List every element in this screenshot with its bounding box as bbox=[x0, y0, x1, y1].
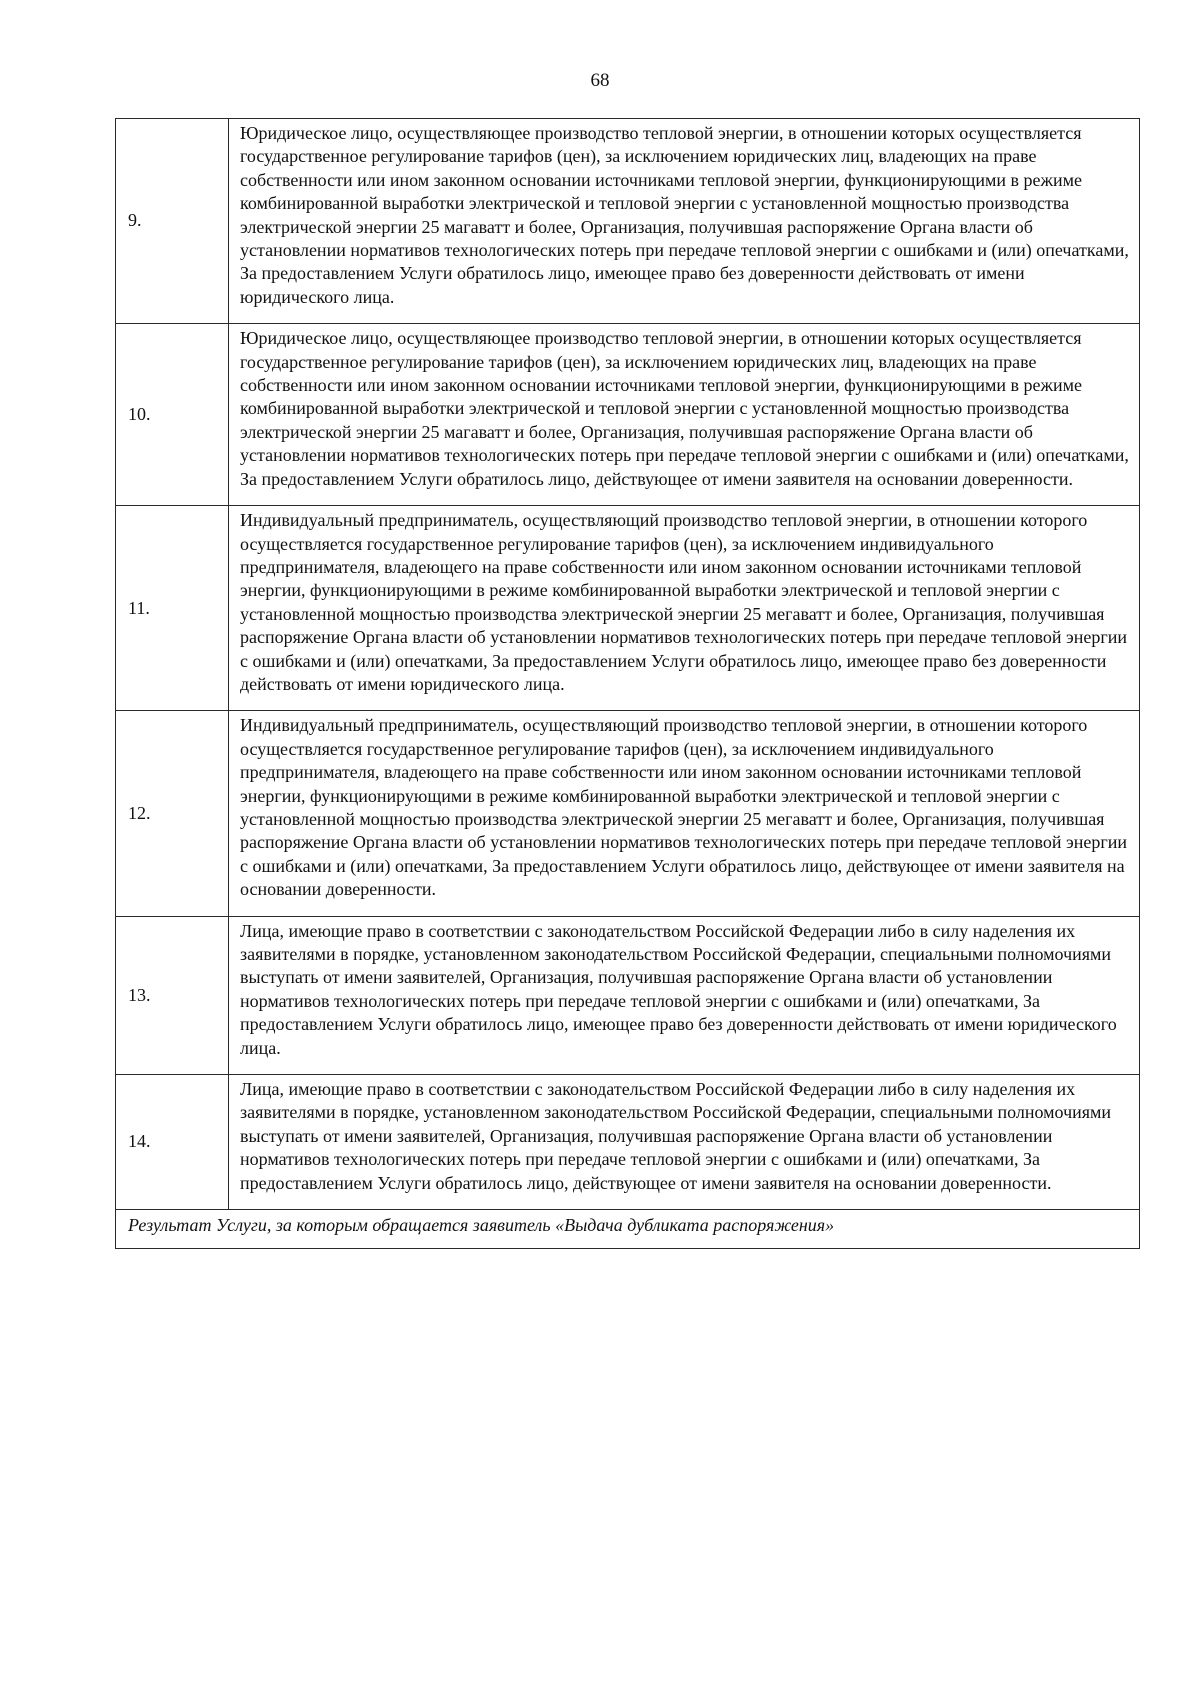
row-description: Индивидуальный предприниматель, осуществляющий производство тепловой энергии, в отношении которого осуществляется государственное регулирование тарифов (цен), за исключением индивидуального предпринимателя, владеющего на праве собственности или ином законном основании источниками тепловой энергии, функционирующими в режиме комбинированной выработки электрической и тепловой энергии с установленной мощностью производства электрической энергии 25 мегаватт и более, Организация, получившая распоряжение Органа власти об установлении нормативов технологических потерь при передаче тепловой энергии с ошибками и (или) опечатками, За предоставлением Услуги обратилось лицо, имеющее право без доверенности действовать от имени юридического лица. bbox=[229, 506, 1140, 711]
row-number: 14. bbox=[116, 1075, 229, 1210]
row-number: 10. bbox=[116, 324, 229, 506]
table-row bbox=[116, 916, 1140, 1074]
table-row bbox=[116, 506, 1140, 711]
row-description: Лица, имеющие право в соответствии с законодательством Российской Федерации либо в силу наделения их заявителями в порядке, установленном законодательством Российской Федерации, специальными полномочиями выступать от имени заявителей, Организация, получившая распоряжение Органа власти об установлении нормативов технологических потерь при передаче тепловой энергии с ошибками и (или) опечатками, За предоставлением Услуги обратилось лицо, действующее от имени заявителя на основании доверенности. bbox=[229, 1075, 1140, 1210]
row-number: 13. bbox=[116, 916, 229, 1074]
table-row bbox=[116, 1075, 1140, 1210]
row-number: 11. bbox=[116, 506, 229, 711]
document-table bbox=[115, 118, 1140, 1249]
row-number: 12. bbox=[116, 711, 229, 916]
table-row bbox=[116, 324, 1140, 506]
table-footer-row bbox=[116, 1210, 1140, 1249]
row-description: Юридическое лицо, осуществляющее производство тепловой энергии, в отношении которых осуществляется государственное регулирование тарифов (цен), за исключением юридических лиц, владеющих на праве собственности или ином законном основании источниками тепловой энергии, функционирующими в режиме комбинированной выработки электрической и тепловой энергии с установленной мощностью производства электрической энергии 25 магаватт и более, Организация, получившая распоряжение Органа власти об установлении нормативов технологических потерь при передаче тепловой энергии с ошибками и (или) опечатками, За предоставлением Услуги обратилось лицо, имеющее право без доверенности действовать от имени юридического лица. bbox=[229, 119, 1140, 324]
row-description: Юридическое лицо, осуществляющее производство тепловой энергии, в отношении которых осуществляется государственное регулирование тарифов (цен), за исключением юридических лиц, владеющих на праве собственности или ином законном основании источниками тепловой энергии, функционирующими в режиме комбинированной выработки электрической и тепловой энергии с установленной мощностью производства электрической энергии 25 магаватт и более, Организация, получившая распоряжение Органа власти об установлении нормативов технологических потерь при передаче тепловой энергии с ошибками и (или) опечатками, За предоставлением Услуги обратилось лицо, действующее от имени заявителя на основании доверенности. bbox=[229, 324, 1140, 506]
row-description: Лица, имеющие право в соответствии с законодательством Российской Федерации либо в силу наделения их заявителями в порядке, установленном законодательством Российской Федерации, специальными полномочиями выступать от имени заявителей, Организация, получившая распоряжение Органа власти об установлении нормативов технологических потерь при передаче тепловой энергии с ошибками и (или) опечатками, За предоставлением Услуги обратилось лицо, имеющее право без доверенности действовать от имени юридического лица. bbox=[229, 916, 1140, 1074]
row-number: 9. bbox=[116, 119, 229, 324]
row-description: Индивидуальный предприниматель, осуществляющий производство тепловой энергии, в отношении которого осуществляется государственное регулирование тарифов (цен), за исключением индивидуального предпринимателя, владеющего на праве собственности или ином законном основании источниками тепловой энергии, функционирующими в режиме комбинированной выработки электрической и тепловой энергии с установленной мощностью производства электрической энергии 25 мегаватт и более, Организация, получившая распоряжение Органа власти об установлении нормативов технологических потерь при передаче тепловой энергии с ошибками и (или) опечатками, За предоставлением Услуги обратилось лицо, действующее от имени заявителя на основании доверенности. bbox=[229, 711, 1140, 916]
table-row bbox=[116, 119, 1140, 324]
page-number: 68 bbox=[590, 70, 610, 91]
table-row bbox=[116, 711, 1140, 916]
result-footer-text: Результат Услуги, за которым обращается заявитель «Выдача дубликата распоряжения» bbox=[116, 1210, 1140, 1249]
